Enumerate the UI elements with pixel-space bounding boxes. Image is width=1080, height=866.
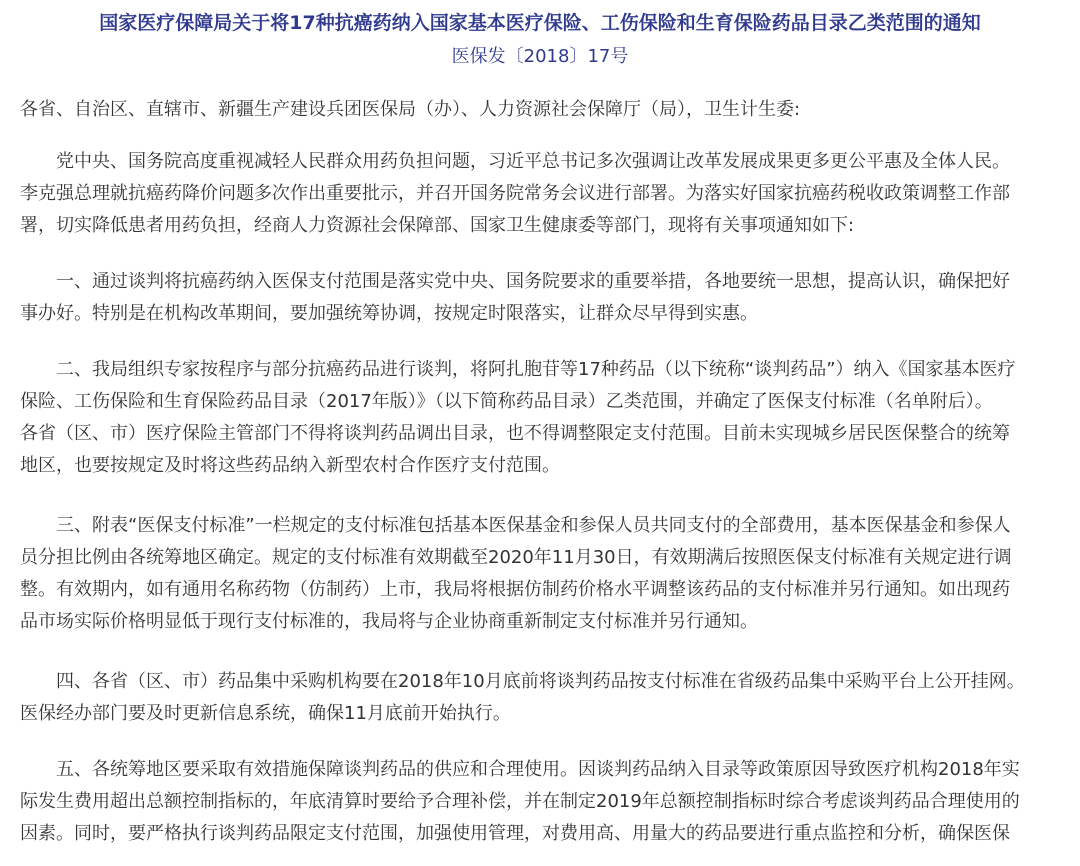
addressee-line: 各省、自治区、直辖市、新疆生产建设兵团医保局（办）、人力资源社会保障厅（局），卫生计生委: (20, 99, 801, 120)
paragraph-line: 党中央、国务院高度重视减轻人民群众用药负担问题，习近平总书记多次强调让改革发展成果更多更公平惠及全体人民。 (56, 151, 1010, 172)
paragraph-line: 际发生费用超出总额控制指标的，年底清算时要给予合理补偿，并在制定2019年总额控制指标时综合考虑谈判药品合理使用的 (20, 791, 1020, 812)
paragraph-line: 二、我局组织专家按程序与部分抗癌药品进行谈判，将阿扎胞苷等17种药品（以下统称“谈判药品”）纳入《国家基本医疗 (56, 359, 1016, 380)
paragraph-line: 员分担比例由各统筹地区确定。规定的支付标准有效期截至2020年11月30日，有效期满后按照医保支付标准有关规定进行调 (20, 547, 1012, 568)
paragraph-line: 事办好。特别是在机构改革期间，要加强统筹协调，按规定时限落实，让群众尽早得到实惠。 (20, 303, 758, 324)
paragraph-line: 各省（区、市）医疗保险主管部门不得将谈判药品调出目录，也不得调整限定支付范围。目前未实现城乡居民医保整合的统筹 (20, 423, 1010, 444)
document-number: 医保发〔2018〕17号 (451, 46, 629, 67)
paragraph-line: 保险、工伤保险和生育保险药品目录（2017年版）》（以下简称药品目录）乙类范围，并确定了医保支付标准（名单附后）。 (20, 391, 993, 412)
paragraph-item-1 (20, 266, 1060, 330)
paragraph-preamble (20, 146, 1060, 242)
paragraph-line: 署，切实降低患者用药负担，经商人力资源社会保障部、国家卫生健康委等部门，现将有关事项通知如下: (20, 215, 855, 236)
paragraph-line: 医保经办部门要及时更新信息系统，确保11月底前开始执行。 (20, 703, 511, 724)
paragraph-item-3 (20, 510, 1060, 638)
paragraph-line: 地区，也要按规定及时将这些药品纳入新型农村合作医疗支付范围。 (20, 455, 560, 476)
paragraph-line: 一、通过谈判将抗癌药纳入医保支付范围是落实党中央、国务院要求的重要举措，各地要统一思想，提高认识，确保把好 (56, 271, 1010, 292)
paragraph-line: 整。有效期内，如有通用名称药物（仿制药）上市，我局将根据仿制药价格水平调整该药品的支付标准并另行通知。如出现药 (20, 579, 1010, 600)
paragraph-item-4 (20, 666, 1060, 730)
paragraph-line: 李克强总理就抗癌药降价问题多次作出重要批示，并召开国务院常务会议进行部署。为落实好国家抗癌药税收政策调整工作部 (20, 183, 1010, 204)
paragraph-line: 因素。同时，要严格执行谈判药品限定支付范围，加强使用管理，对费用高、用量大的药品要进行重点监控和分析，确保医保 (20, 823, 1010, 844)
paragraph-line: 三、附表“医保支付标准”一栏规定的支付标准包括基本医保基金和参保人员共同支付的全部费用，基本医保基金和参保人 (56, 515, 1011, 536)
paragraph-line: 四、各省（区、市）药品集中采购机构要在2018年10月底前将谈判药品按支付标准在省级药品集中采购平台上公开挂网。 (56, 671, 1025, 692)
paragraph-item-5 (20, 754, 1060, 850)
paragraph-line: 品市场实际价格明显低于现行支付标准的，我局将与企业协商重新制定支付标准并另行通知。 (20, 611, 758, 632)
document-title: 国家医疗保障局关于将17种抗癌药纳入国家基本医疗保险、工伤保险和生育保险药品目录乙类范围的通知 (99, 12, 981, 34)
paragraph-item-2 (20, 354, 1060, 482)
paragraph-line: 五、各统筹地区要采取有效措施保障谈判药品的供应和合理使用。因谈判药品纳入目录等政策原因导致医疗机构2018年实 (56, 759, 1020, 780)
